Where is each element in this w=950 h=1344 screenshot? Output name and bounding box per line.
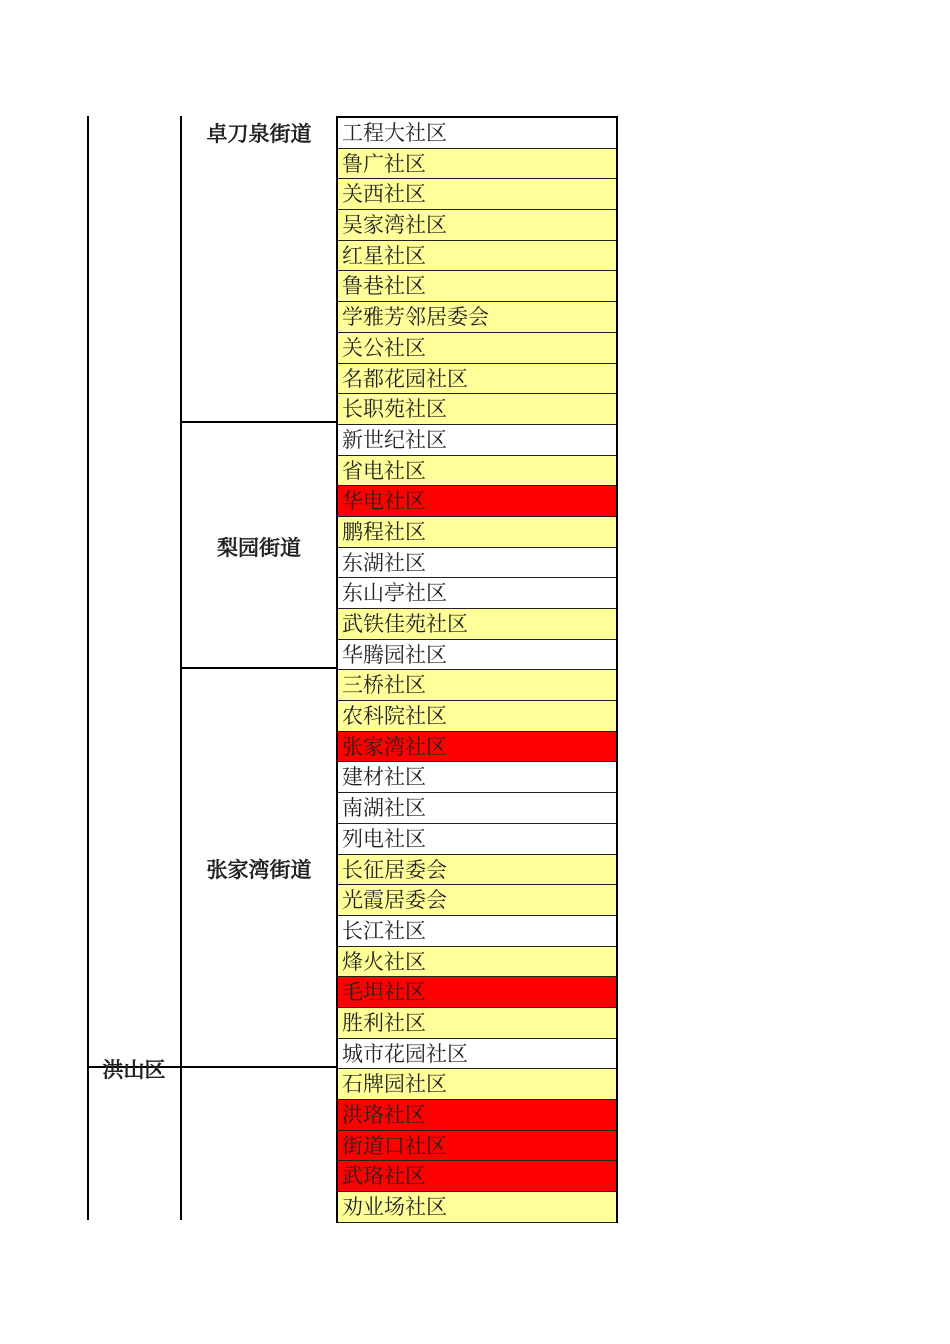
- community-cell[interactable]: 张家湾社区: [338, 732, 616, 763]
- community-cell[interactable]: 光霞居委会: [338, 885, 616, 916]
- community-cell[interactable]: 长征居委会: [338, 855, 616, 886]
- community-cell[interactable]: 南湖社区: [338, 793, 616, 824]
- community-cell[interactable]: 红星社区: [338, 241, 616, 272]
- community-cell[interactable]: 洪珞社区: [338, 1100, 616, 1131]
- community-cell[interactable]: 武铁佳苑社区: [338, 609, 616, 640]
- community-cell[interactable]: 学雅芳邻居委会: [338, 302, 616, 333]
- community-cell[interactable]: 街道口社区: [338, 1131, 616, 1162]
- community-cell[interactable]: 长职苑社区: [338, 394, 616, 425]
- community-cell[interactable]: 烽火社区: [338, 947, 616, 978]
- community-cell[interactable]: 新世纪社区: [338, 425, 616, 456]
- community-cell[interactable]: 三桥社区: [338, 670, 616, 701]
- street-cell: 梨园街道: [217, 536, 301, 560]
- community-cell[interactable]: 石牌园社区: [338, 1069, 616, 1100]
- community-cell[interactable]: 华电社区: [338, 486, 616, 517]
- community-cell[interactable]: 省电社区: [338, 456, 616, 487]
- community-cell[interactable]: 城市花园社区: [338, 1039, 616, 1070]
- community-cell[interactable]: 鲁广社区: [338, 149, 616, 180]
- street-cell: 张家湾街道: [206, 858, 312, 882]
- community-cell[interactable]: 胜利社区: [338, 1008, 616, 1039]
- community-cell[interactable]: 华腾园社区: [338, 640, 616, 671]
- community-cell[interactable]: 工程大社区: [338, 118, 616, 149]
- community-column: [336, 116, 618, 1223]
- community-cell[interactable]: 长江社区: [338, 916, 616, 947]
- community-cell[interactable]: 劝业场社区: [338, 1192, 616, 1223]
- community-cell[interactable]: 农科院社区: [338, 701, 616, 732]
- community-cell[interactable]: 武珞社区: [338, 1161, 616, 1192]
- community-cell[interactable]: 关公社区: [338, 333, 616, 364]
- district-cell: 洪山区: [102, 1058, 166, 1082]
- community-cell[interactable]: 毛坦社区: [338, 977, 616, 1008]
- street-divider: [181, 667, 336, 669]
- community-cell[interactable]: 建材社区: [338, 762, 616, 793]
- community-cell[interactable]: 鹏程社区: [338, 517, 616, 548]
- community-cell[interactable]: 吴家湾社区: [338, 210, 616, 241]
- community-cell[interactable]: 东山亭社区: [338, 578, 616, 609]
- community-cell[interactable]: 列电社区: [338, 824, 616, 855]
- community-cell[interactable]: 鲁巷社区: [338, 271, 616, 302]
- community-cell[interactable]: 东湖社区: [338, 548, 616, 579]
- community-cell[interactable]: 名都花园社区: [338, 364, 616, 395]
- street-cell: 卓刀泉街道: [206, 122, 312, 146]
- community-cell[interactable]: 关西社区: [338, 179, 616, 210]
- street-divider: [181, 421, 336, 423]
